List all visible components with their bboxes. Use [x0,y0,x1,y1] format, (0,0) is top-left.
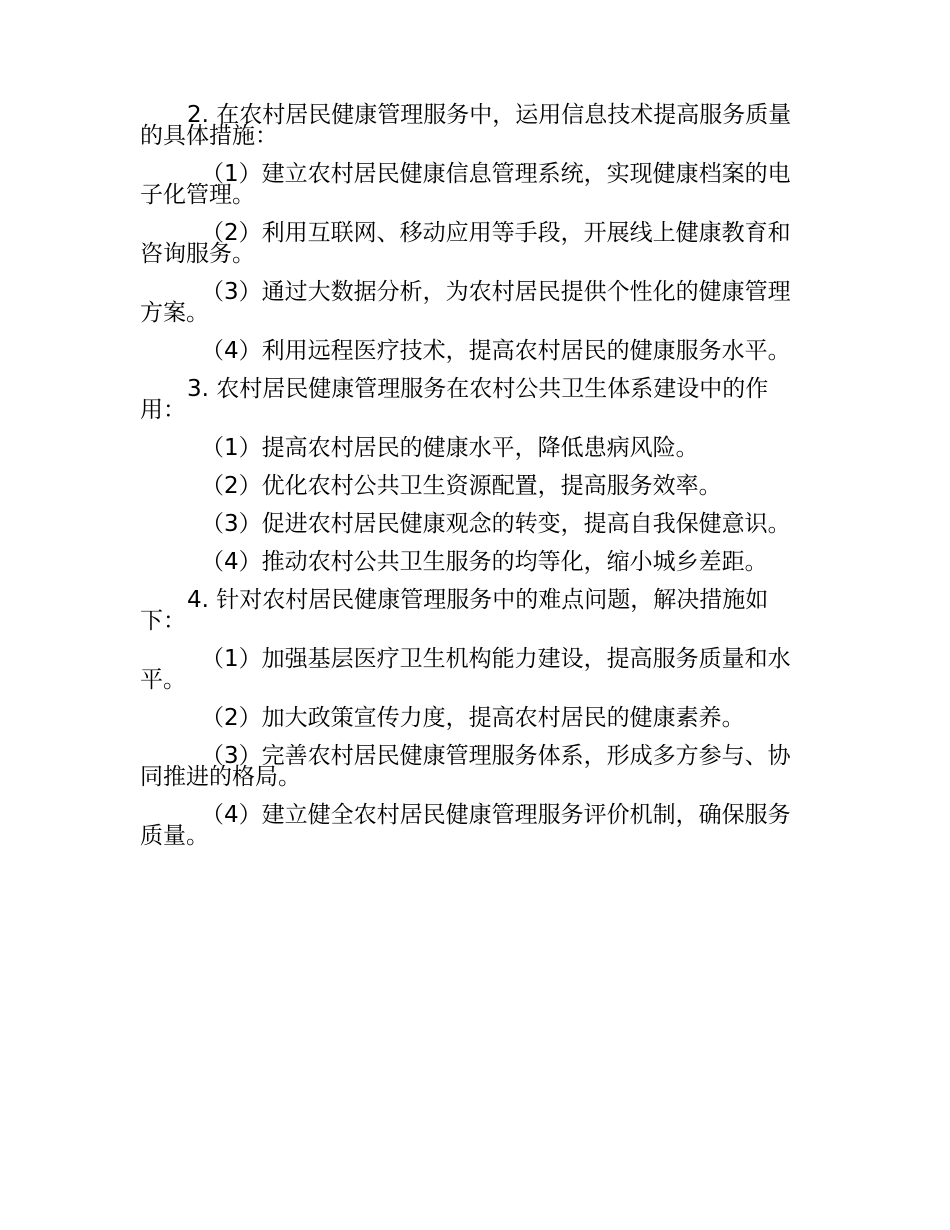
list-item: （1）加强基层医疗卫生机构能力建设，提高服务质量和水平。 [140,646,791,693]
list-item: （2）优化农村公共卫生资源配置，提高服务效率。 [201,473,722,499]
list-item: （4）利用远程医疗技术，提高农村居民的健康服务水平。 [201,338,791,364]
list-item: （3）通过大数据分析，为农村居民提供个性化的健康管理方案。 [140,279,791,326]
list-item: （2）加大政策宣传力度，提高农村居民的健康素养。 [201,705,745,731]
section-heading-3: 3. 农村居民健康管理服务在农村公共卫生体系建设中的作用： [140,376,769,423]
list-item: （4）推动农村公共卫生服务的均等化，缩小城乡差距。 [201,549,768,575]
section-heading-4: 4. 针对农村居民健康管理服务中的难点问题，解决措施如下： [140,587,769,634]
list-item: （3）促进农村居民健康观念的转变，提高自我保健意识。 [201,511,791,537]
document-body [140,102,812,849]
list-item: （2）利用互联网、移动应用等手段，开展线上健康教育和咨询服务。 [140,220,791,267]
list-item: （1）建立农村居民健康信息管理系统，实现健康档案的电子化管理。 [140,161,791,208]
list-item: （3）完善农村居民健康管理服务体系，形成多方参与、协同推进的格局。 [140,743,791,790]
list-item: （4）建立健全农村居民健康管理服务评价机制，确保服务质量。 [140,802,791,849]
section-heading-2: 2. 在农村居民健康管理服务中，运用信息技术提高服务质量的具体措施： [140,102,792,149]
list-item: （1）提高农村居民的健康水平，降低患病风险。 [201,435,699,461]
